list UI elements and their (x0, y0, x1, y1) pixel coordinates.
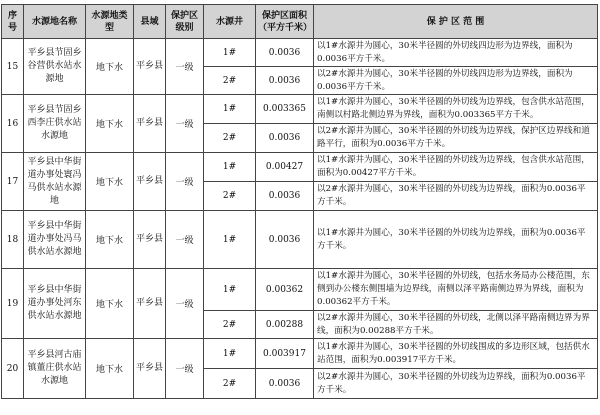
well-id: 1# (204, 95, 256, 124)
range-text: 以2#水源井为圆心，30米半径圆的外切线为边界线，保护区边界线和道路平行，面积为0.0036平方千米。 (314, 124, 598, 153)
source-name: 平乡县节固乡西李庄供水站水源地 (24, 95, 86, 153)
well-id: 1# (204, 339, 256, 369)
well-id: 2# (204, 182, 256, 211)
well-id: 1# (204, 211, 256, 269)
protection-level: 一级 (166, 339, 204, 399)
well-id: 1# (204, 269, 256, 311)
table-header-row (2, 5, 598, 39)
range-text: 以2#水源井为圆心，30米半径圆的外切线为边界线，面积为0.0036平方千米。 (314, 369, 598, 399)
header-level: 保护区级别 (166, 5, 204, 39)
source-type: 地下水 (86, 211, 134, 269)
source-type: 地下水 (86, 153, 134, 211)
source-name: 平乡县节固乡谷营供水站水源地 (24, 39, 86, 95)
well-id: 2# (204, 311, 256, 339)
range-text: 以1#水源井为圆心，30米半径圆的外切线为边界线，面积为0.0036平方千米。 (314, 211, 598, 269)
protection-level: 一级 (166, 39, 204, 95)
range-text: 以2#水源井为圆心，30米半径圆的外切线，北侧以泽平路南侧边界为界线，面积为0.00288平方千米。 (314, 311, 598, 339)
area-value: 0.00288 (256, 311, 314, 339)
range-text: 以1#水源井为圆心，30米半径圆的外切线四边形为边界线，面积为0.0036平方千米。 (314, 39, 598, 67)
protection-level: 一级 (166, 95, 204, 153)
area-value: 0.0036 (256, 124, 314, 153)
range-text: 以1#水源井为圆心，30米半径圆的外切线为边界线，包含供水站范围，面积为0.00427平方千米。 (314, 153, 598, 182)
well-id: 1# (204, 39, 256, 67)
header-well: 水源井 (204, 5, 256, 39)
header-area: 保护区面积（平方千米） (256, 5, 314, 39)
header-range: 保 护 区 范 围 (314, 5, 598, 39)
source-name: 平乡县中华街道办事处寰冯马供水站水源地 (24, 153, 86, 211)
area-value: 0.00362 (256, 269, 314, 311)
source-type: 地下水 (86, 39, 134, 95)
header-seq: 序号 (2, 5, 24, 39)
table-row (2, 39, 598, 67)
table-row (2, 269, 598, 311)
range-text: 以2#水源井为圆心，30米半径圆的外切线为边界线，面积为0.0036平方千米。 (314, 182, 598, 211)
protection-level: 一级 (166, 269, 204, 339)
county: 平乡县 (134, 339, 166, 399)
range-text: 以1#水源井为圆心，30米半径圆的外切线为边界线，包含供水站范围，南侧以村路北侧边界为界线，面积为0.003365平方千米。 (314, 95, 598, 124)
area-value: 0.0036 (256, 67, 314, 95)
area-value: 0.0036 (256, 211, 314, 269)
source-name: 平乡县中华街道办事处河东供水站水源地 (24, 269, 86, 339)
source-name: 平乡县河古庙镇董庄供水站水源地 (24, 339, 86, 399)
county: 平乡县 (134, 269, 166, 339)
protection-level: 一级 (166, 211, 204, 269)
well-id: 2# (204, 369, 256, 399)
county: 平乡县 (134, 211, 166, 269)
source-type: 地下水 (86, 95, 134, 153)
row-seq: 15 (2, 39, 24, 95)
row-seq: 18 (2, 211, 24, 269)
county: 平乡县 (134, 153, 166, 211)
row-seq: 17 (2, 153, 24, 211)
area-value: 0.00427 (256, 153, 314, 182)
range-text: 以1#水源井为圆心，30米半径圆的外切线围成的多边形区域，包括供水站范围，面积为0.003917平方千米。 (314, 339, 598, 369)
range-text: 以2#水源井为圆心，30米半径圆的外切线四边形为边界线，面积为0.0036平方千米。 (314, 67, 598, 95)
county: 平乡县 (134, 39, 166, 95)
area-value: 0.0036 (256, 39, 314, 67)
header-name: 水源地名称 (24, 5, 86, 39)
water-source-protection-table (1, 4, 598, 399)
table-row (2, 95, 598, 124)
row-seq: 19 (2, 269, 24, 339)
area-value: 0.003365 (256, 95, 314, 124)
row-seq: 16 (2, 95, 24, 153)
source-type: 地下水 (86, 269, 134, 339)
well-id: 2# (204, 67, 256, 95)
table-row (2, 153, 598, 182)
well-id: 1# (204, 153, 256, 182)
area-value: 0.0036 (256, 182, 314, 211)
county: 平乡县 (134, 95, 166, 153)
row-seq: 20 (2, 339, 24, 399)
table-row (2, 211, 598, 269)
header-county: 县域 (134, 5, 166, 39)
area-value: 0.003917 (256, 339, 314, 369)
area-value: 0.0036 (256, 369, 314, 399)
header-type: 水源地类型 (86, 5, 134, 39)
source-name: 平乡县中华街道办事处冯马供水站水源地 (24, 211, 86, 269)
table-row (2, 339, 598, 369)
range-text: 以1#水源井为圆心，30米半径圆的外切线，包括水务局办公楼范围，东侧到办公楼东侧围墙为边界线，南侧以泽平路南侧边界为界线，面积为0.00362平方千米。 (314, 269, 598, 311)
well-id: 2# (204, 124, 256, 153)
protection-level: 一级 (166, 153, 204, 211)
source-type: 地下水 (86, 339, 134, 399)
